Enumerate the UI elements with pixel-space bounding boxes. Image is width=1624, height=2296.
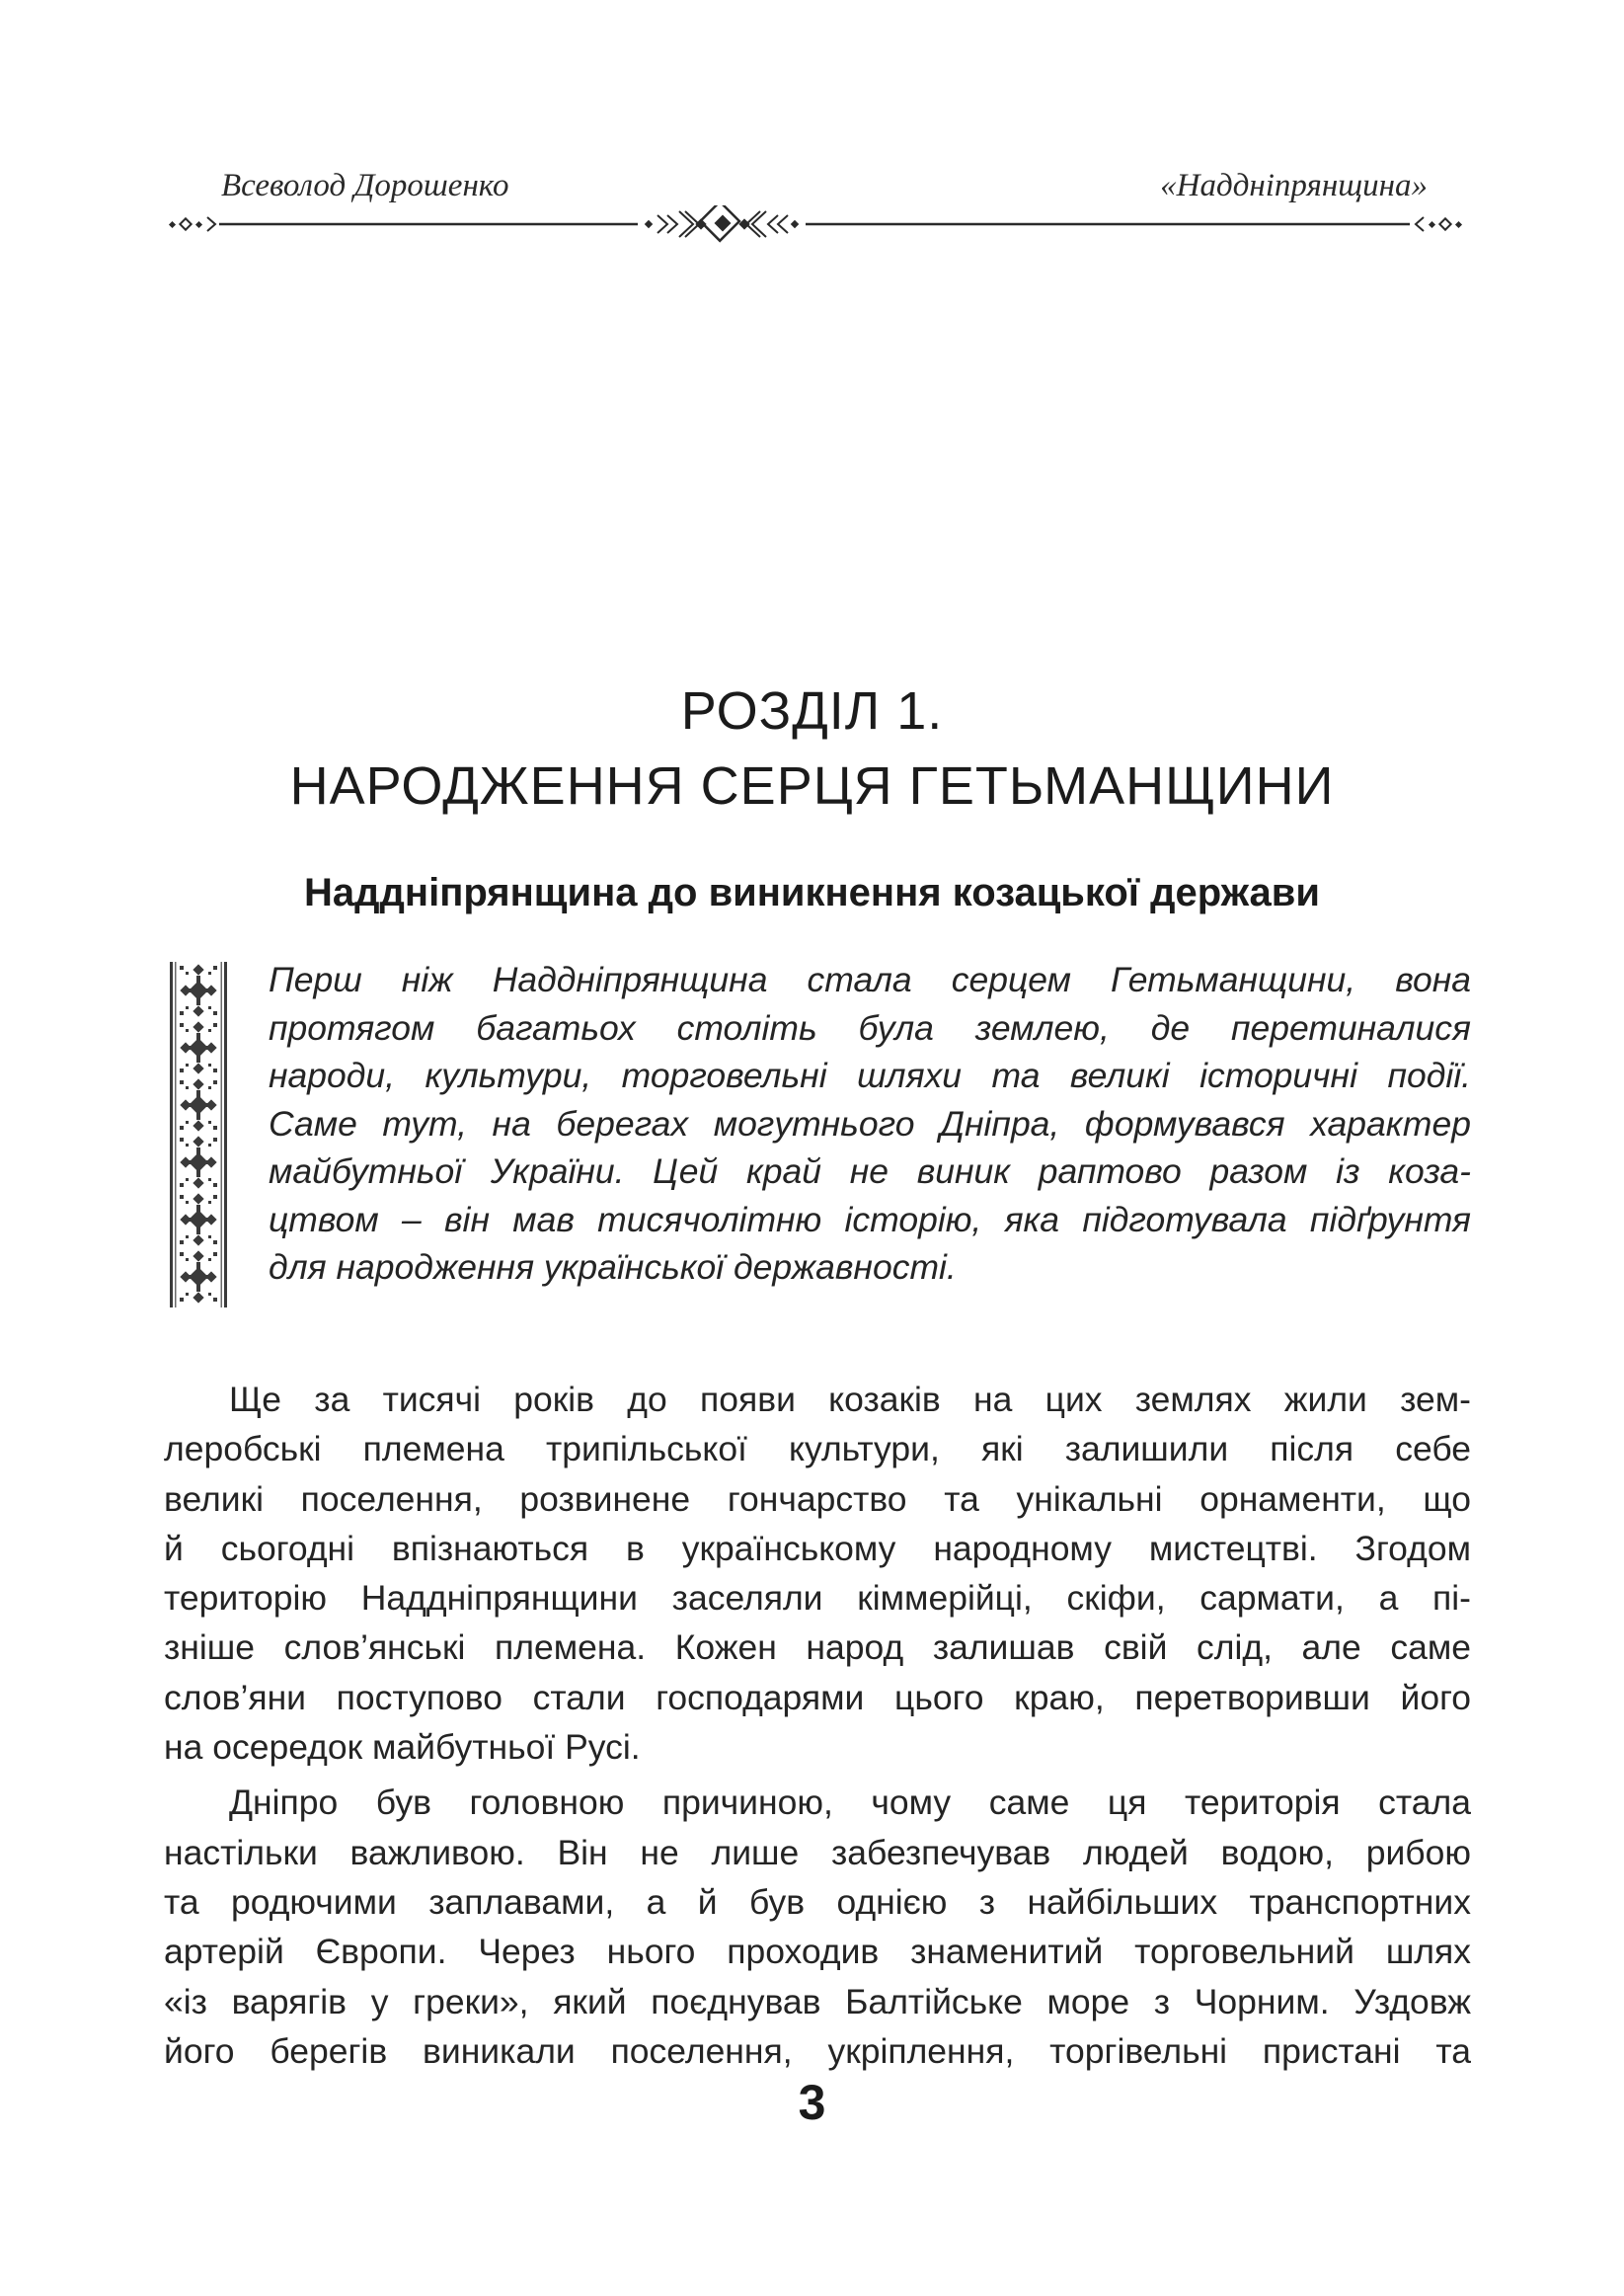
intro-line: для народження української державності. <box>269 1247 957 1287</box>
running-header-book-title: «Наддніпрянщина» <box>1160 168 1428 203</box>
body-text <box>164 1375 1471 2076</box>
body-line: артерій Європи. Через нього проходив знаменитий торговельний шлях <box>164 1932 1471 1972</box>
embroidery-rule-icon <box>164 205 1467 245</box>
body-line: Ще за тисячі років до появи козаків на цих землях жили зем- <box>229 1380 1471 1419</box>
body-line: Дніпро був головною причиною, чому саме ця територія стала <box>229 1782 1471 1823</box>
embroidery-band-icon <box>168 962 229 1307</box>
running-header-author: Всеволод Дорошенко <box>221 168 509 203</box>
intro-line: протягом багатьох століть була землею, де перетиналися <box>269 1007 1471 1048</box>
intro-line: майбутньої України. Цей край не виник раптово разом із коза- <box>269 1151 1471 1191</box>
body-line: зніше слов’янські племена. Кожен народ залишав свій слід, але саме <box>164 1627 1471 1668</box>
intro-line: цтвом – він мав тисячолітню історію, яка підготувала підґрунтя <box>269 1199 1471 1239</box>
chapter-title: НАРОДЖЕННЯ СЕРЦЯ ГЕТЬМАНЩИНИ <box>289 756 1335 816</box>
body-line: територію Наддніпрянщини заселяли кіммерійці, скіфи, сармати, а пі- <box>164 1578 1471 1619</box>
chapter-heading <box>0 673 1624 824</box>
body-paragraph <box>164 1778 1471 2076</box>
body-line: його берегів виникали поселення, укріплення, торгівельні пристані та <box>164 2030 1471 2071</box>
chapter-number: РОЗДІЛ 1. <box>680 681 944 741</box>
intro-line: Перш ніж Наддніпрянщина стала серцем Гетьманщини, вона <box>269 960 1471 999</box>
intro-paragraph <box>269 956 1471 1292</box>
body-line: «із варягів у греки», який поєднував Балтійське море з Чорним. Уздовж <box>164 1981 1471 2021</box>
intro-line: народи, культури, торговельні шляхи та великі історичні події. <box>269 1056 1471 1095</box>
body-line: на осередок майбутньої Русі. <box>164 1727 641 1768</box>
intro-line: Саме тут, на берегах могутнього Дніпра, формувався характер <box>269 1103 1471 1144</box>
body-line: та родючими заплавами, а й був однією з найбільших транспортних <box>164 1881 1471 1922</box>
body-line: леробські племена трипільської культури, які залишили після себе <box>164 1429 1471 1469</box>
running-header <box>164 168 1467 247</box>
body-line: настільки важливою. Він не лише забезпечував людей водою, рибою <box>164 1832 1471 1872</box>
body-line: слов’яни поступово стали господарями цього краю, перетворивши його <box>164 1677 1471 1717</box>
body-line: великі поселення, розвинене гончарство та унікальні орнаменти, що <box>164 1478 1471 1519</box>
body-paragraph <box>164 1375 1471 1772</box>
page-number: 3 <box>798 2075 826 2130</box>
body-line: й сьогодні впізнаються в українському народному мистецтві. Згодом <box>164 1528 1471 1568</box>
section-title: Наддніпрянщина до виникнення козацької держави <box>304 871 1320 914</box>
